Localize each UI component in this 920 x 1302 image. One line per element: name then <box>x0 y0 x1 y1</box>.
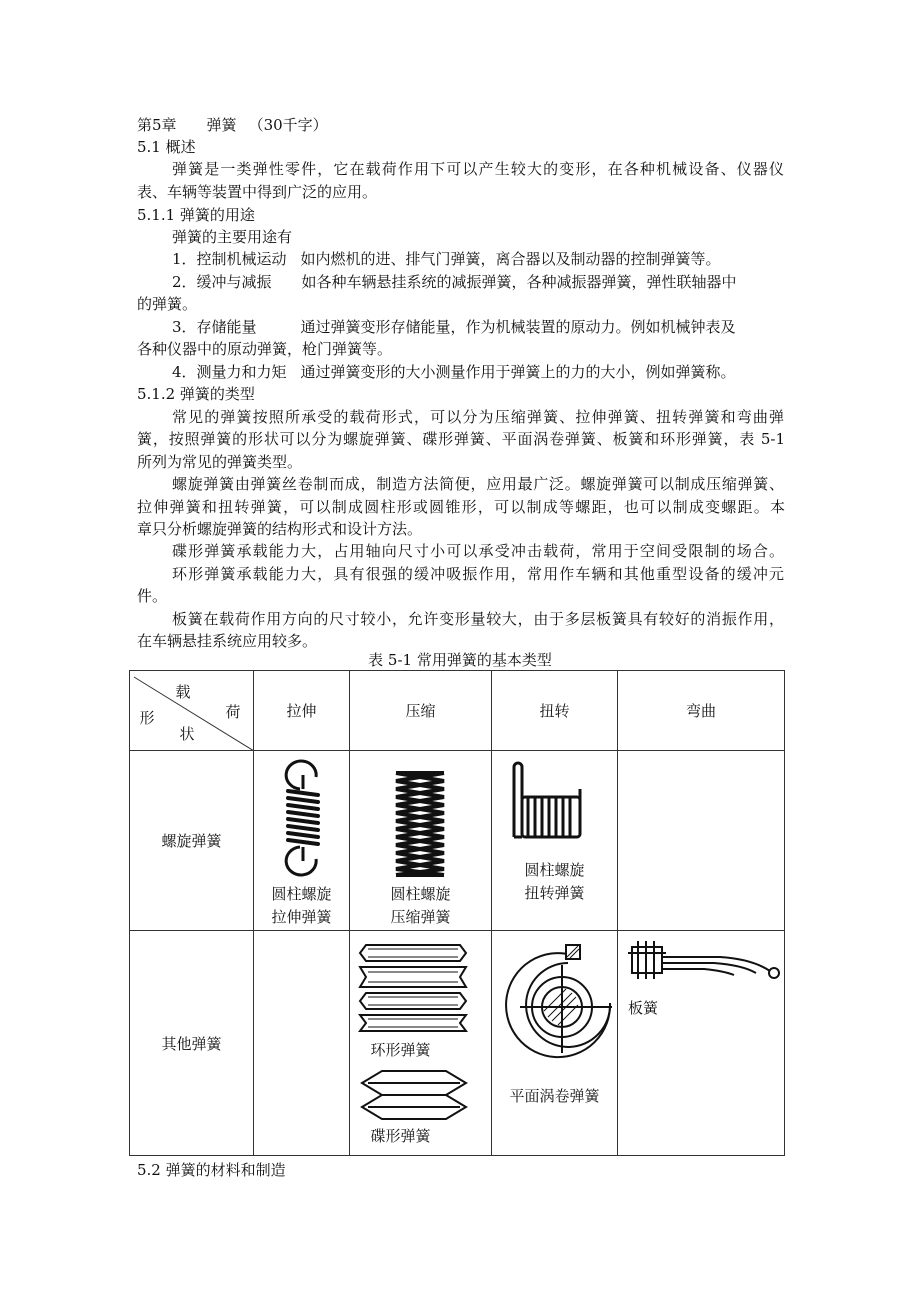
corner-cell <box>130 671 254 751</box>
header-torsion: 扭转 <box>492 671 618 751</box>
torsion-caption-2: 扭转弹簧 <box>524 884 585 902</box>
corner-load-1: 载 <box>175 683 191 701</box>
chapter-name: 弹簧 <box>206 116 237 134</box>
cell-tension-spring <box>254 751 350 931</box>
cell-leaf-spring <box>618 931 785 1156</box>
list-item-label: 4．测量力和力矩 <box>172 363 287 381</box>
list-item-desc: 通过弹簧变形存储能量，作为机械装置的原动力。例如机械钟表及 <box>300 318 736 336</box>
header-compression: 压缩 <box>350 671 492 751</box>
compression-caption-2: 压缩弹簧 <box>390 908 451 926</box>
list-item-label: 3．存储能量 <box>172 318 257 336</box>
chapter-number: 第5章 <box>137 116 177 134</box>
list-item-desc: 如内燃机的进、排气门弹簧，离合器以及制动器的控制弹簧等。 <box>300 250 721 268</box>
table-header-row <box>130 671 785 751</box>
list-item <box>172 272 737 292</box>
paragraph-line: 弹簧的主要用途有 <box>172 228 293 246</box>
section-heading-5-1-1: 5.1.1 弹簧的用途 <box>137 206 255 224</box>
corner-shape-1: 形 <box>139 709 155 727</box>
paragraph-line: 弹簧是一类弹性零件，它在载荷作用下可以产生较大的变形，在各种机械设备、仪器仪 <box>172 160 784 178</box>
row-label-other: 其他弹簧 <box>130 931 254 1156</box>
tension-caption-2: 拉伸弹簧 <box>271 908 332 926</box>
compression-caption-1: 圆柱螺旋 <box>390 885 451 903</box>
header-tension: 拉伸 <box>254 671 350 751</box>
table-row <box>130 931 785 1156</box>
paragraph-line: 在车辆悬挂系统应用较多。 <box>137 632 318 650</box>
list-item <box>172 249 721 269</box>
ring-spring-caption: 环形弹簧 <box>370 1041 431 1059</box>
list-item-desc: 如各种车辆悬挂系统的减振弹簧，各种减振器弹簧，弹性联轴器中 <box>301 273 737 291</box>
paragraph-line: 章只分析螺旋弹簧的结构形式和设计方法。 <box>137 520 423 538</box>
cell-spiral-spring <box>492 931 618 1156</box>
header-bending: 弯曲 <box>618 671 785 751</box>
spring-types-table <box>129 670 785 1156</box>
chapter-heading <box>137 115 328 135</box>
row-label-helical: 螺旋弹簧 <box>130 751 254 931</box>
list-item <box>172 317 736 337</box>
list-item-cont: 各种仪器中的原动弹簧，枪门弹簧等。 <box>137 340 393 358</box>
ring-spring-icon <box>358 943 468 1035</box>
section-heading-5-1-2: 5.1.2 弹簧的类型 <box>137 385 255 403</box>
section-heading-5-1: 5.1 概述 <box>137 138 196 156</box>
section-heading-5-2: 5.2 弹簧的材料和制造 <box>137 1161 286 1179</box>
list-item-cont: 的弹簧。 <box>137 295 198 313</box>
table-caption: 表 5-1 常用弹簧的基本类型 <box>368 651 552 669</box>
chapter-note: （30千字） <box>248 116 328 134</box>
corner-load-2: 荷 <box>225 703 241 721</box>
paragraph-line: 拉伸弹簧和扭转弹簧，可以制成圆柱形或圆锥形，可以制成等螺距，也可以制成变螺距。本 <box>137 498 785 516</box>
spiral-spring-icon <box>500 937 614 1059</box>
list-item-label: 1．控制机械运动 <box>172 250 287 268</box>
table-row <box>130 751 785 931</box>
cell-compression-spring <box>350 751 492 931</box>
list-item <box>172 362 736 382</box>
paragraph-line: 簧，按照弹簧的形状可以分为螺旋弹簧、碟形弹簧、平面涡卷弹簧、板簧和环形弹簧，表 5-1 <box>137 430 785 448</box>
paragraph-line: 碟形弹簧承载能力大，占用轴向尺寸小可以承受冲击载荷，常用于空间受限制的场合。 <box>172 542 784 560</box>
paragraph-line: 所列为常见的弹簧类型。 <box>137 453 303 471</box>
paragraph-line: 环形弹簧承载能力大，具有很强的缓冲吸振作用，常用作车辆和其他重型设备的缓冲元 <box>172 565 784 583</box>
disc-spring-icon <box>360 1069 468 1121</box>
paragraph-line: 常见的弹簧按照所承受的载荷形式，可以分为压缩弹簧、拉伸弹簧、扭转弹簧和弯曲弹 <box>172 408 784 426</box>
spiral-spring-caption: 平面涡卷弹簧 <box>509 1087 600 1105</box>
cell-bending-empty <box>618 751 785 931</box>
cell-torsion-spring <box>492 751 618 931</box>
list-item-label: 2．缓冲与减振 <box>172 273 272 291</box>
paragraph-line: 螺旋弹簧由弹簧丝卷制而成，制造方法简便，应用最广泛。螺旋弹簧可以制成压缩弹簧、 <box>172 475 784 493</box>
paragraph-line: 件。 <box>137 587 168 605</box>
tension-caption-1: 圆柱螺旋 <box>271 885 332 903</box>
leaf-spring-caption: 板簧 <box>628 999 659 1017</box>
leaf-spring-icon <box>624 937 784 989</box>
corner-shape-2: 状 <box>179 725 195 743</box>
compression-spring-icon <box>390 769 450 879</box>
torsion-spring-icon <box>508 759 588 841</box>
disc-spring-caption: 碟形弹簧 <box>370 1127 431 1145</box>
torsion-caption-1: 圆柱螺旋 <box>524 861 585 879</box>
tension-spring-icon <box>278 759 328 877</box>
paragraph-line: 板簧在载荷作用方向的尺寸较小，允许变形量较大，由于多层板簧具有较好的消振作用， <box>172 610 784 628</box>
list-item-desc: 通过弹簧变形的大小测量作用于弹簧上的力的大小，例如弹簧称。 <box>300 363 736 381</box>
paragraph-line: 表、车辆等装置中得到广泛的应用。 <box>137 183 378 201</box>
cell-ring-disc-springs <box>350 931 492 1156</box>
